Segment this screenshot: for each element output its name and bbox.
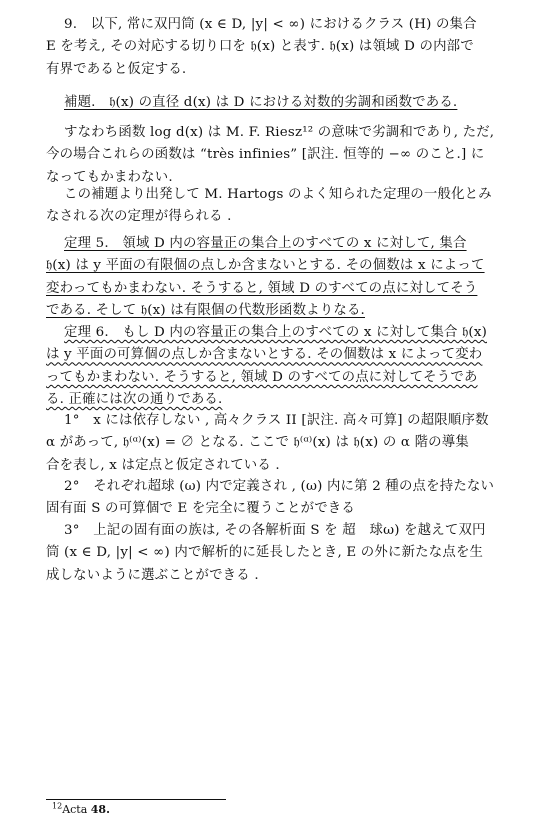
text-line: なされる次の定理が得られる . [46,209,232,225]
item-2 [46,476,502,521]
footnote [52,803,110,817]
text-line: 変わってもかまわない. そうすると, 領域 D のすべての点に対してそう [46,280,478,296]
text-line: 筒 (x ∈ D, |y| < ∞) 内で解析的に延長したとき, E の外に新たな点を生 [46,545,484,561]
theorem-6 [46,322,502,412]
text-line: 今の場合これらの函数は “très infinies” [訳注. 恒等的 −∞ のこと.] に [46,147,485,163]
theorem-5 [46,233,502,323]
text-line: すなわち函数 log d(x) は M. F. Riesz¹² の意味で劣調和であり, ただ, [64,125,495,140]
text-line: 𝔥(x) は y 平面の有限個の点しか含まないとする. その個数は x によって [46,258,485,274]
paragraph-riesz [46,122,502,189]
paragraph-hartogs [46,184,502,229]
text-line: なってもかまわない. [46,169,173,185]
text-line: 定理 6. もし D 内の容量正の集合上のすべての x に対して集合 𝔥(x) [64,325,487,340]
text-line: 成しないように選ぶことができる . [46,567,259,583]
footnote-divider [46,799,226,800]
text-line: 9. 以下, 常に双円筒 (x ∈ D, |y| < ∞) におけるクラス (H) の集合 [64,17,477,32]
footnote-text: Acta [62,803,88,816]
text-line: ってもかまわない. そうすると, 領域 D のすべての点に対してそうであ [46,369,478,385]
text-line: 合を表し, x は定点と仮定されている . [46,457,280,473]
text-line: 1° x には依存しない , 高々クラス II [訳注. 高々可算] の超限順序数 [64,413,489,428]
footnote-volume: 48. [90,803,110,816]
text-line: 2° それぞれ超球 (ω) 内で定義され , (ω) 内に第 2 種の点を持たない [64,479,495,494]
text-line: この補題より出発して M. Hartogs のよく知られた定理の一般化とみ [64,187,492,202]
text-line: 3° 上記の固有面の族は, その各解析面 S を 超 球ω) を越えて双円 [64,523,486,538]
item-3 [46,520,502,587]
text-line: E を考え, その対応する切り口を 𝔥(x) と表す. 𝔥(x) は領域 D の内部で [46,39,474,55]
text-line: 有界であると仮定する. [46,61,187,77]
footnote-number: 12 [52,801,63,811]
text-line: である. そして 𝔥(x) は有限個の代数形函数よりなる. [46,303,365,319]
text-line: る. 正確には次の通りである. [46,392,223,408]
lemma-text: 補題. 𝔥(x) の直径 d(x) は D における対数的劣調和函数である. [64,95,458,110]
paragraph-9 [46,14,502,81]
text-line: α があって, 𝔥⁽ᵅ⁾(x) = ∅ となる. ここで 𝔥⁽ᵅ⁾(x) は 𝔥(x) の α 階の導集 [46,435,469,451]
text-line: 定理 5. 領域 D 内の容量正の集合上のすべての x に対して, 集合 [64,236,467,251]
lemma [46,92,502,114]
item-1 [46,410,502,477]
text-line: 固有面 S の可算個で E を完全に覆うことができる [46,501,355,517]
text-line: は y 平面の可算個の点しか含まないとする. その個数は x によって変わ [46,347,483,363]
